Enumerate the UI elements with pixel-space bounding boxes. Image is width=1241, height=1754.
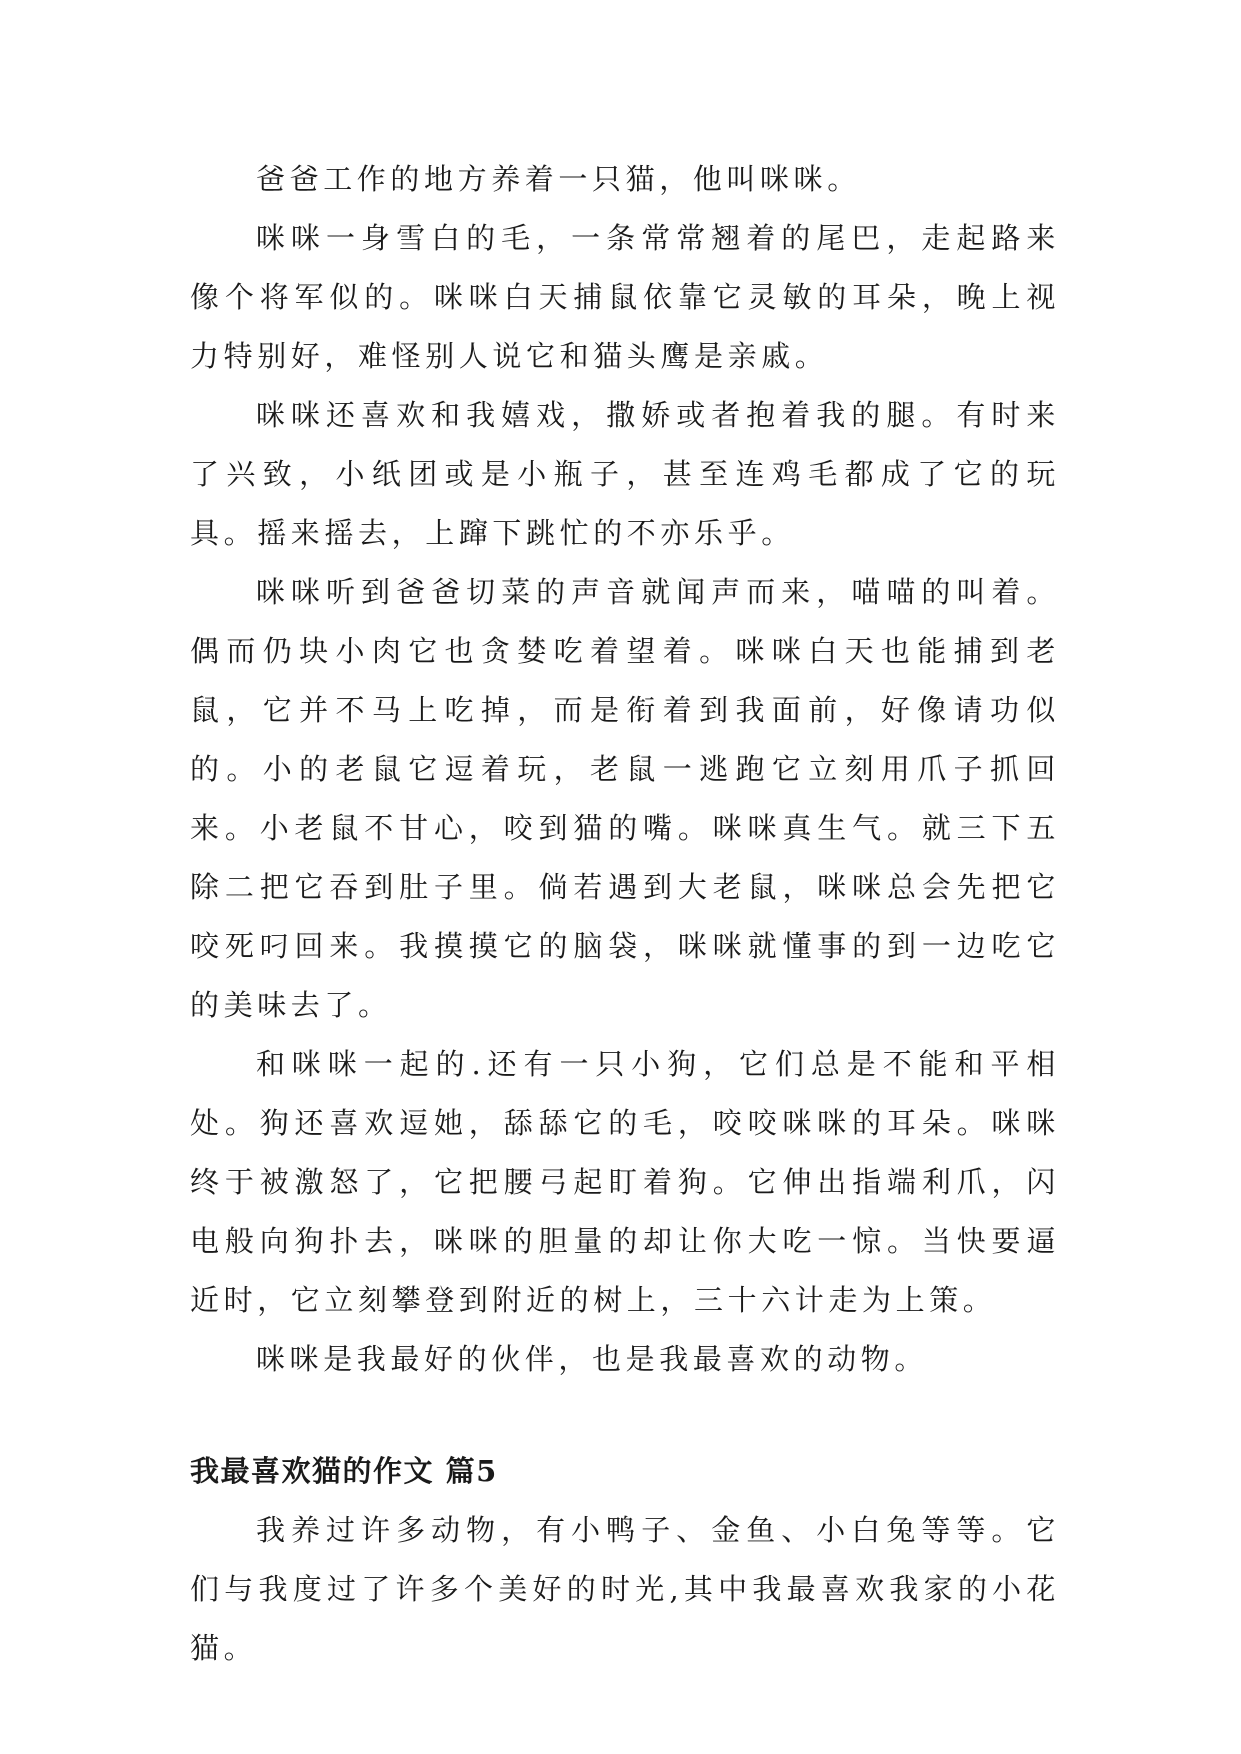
paragraph: 和咪咪一起的.还有一只小狗，它们总是不能和平相处。狗还喜欢逗她，舔舔它的毛，咬咬咪咪的耳朵。咪咪终于被激怒了，它把腰弓起盯着狗。它伸出指端利爪，闪电般向狗扑去，咪咪的胆量的却让你大吃一惊。当快要逼近时，它立刻攀登到附近的树上，三十六计走为上策。 [190, 1047, 1060, 1317]
section-heading: 我最喜欢猫的作文 篇5 [190, 1454, 498, 1488]
paragraph: 咪咪一身雪白的毛，一条常常翘着的尾巴，走起路来像个将军似的。咪咪白天捕鼠依靠它灵敏的耳朵，晚上视力特别好，难怪别人说它和猫头鹰是亲戚。 [190, 221, 1060, 373]
paragraph: 咪咪是我最好的伙伴，也是我最喜欢的动物。 [256, 1342, 929, 1376]
paragraph: 咪咪还喜欢和我嬉戏，撒娇或者抱着我的腿。有时来了兴致，小纸团或是小瓶子，甚至连鸡毛都成了它的玩具。摇来摇去，上蹿下跳忙的不亦乐乎。 [190, 398, 1060, 550]
document-page [190, 150, 1060, 1678]
paragraph: 爸爸工作的地方养着一只猫，他叫咪咪。 [256, 162, 861, 196]
paragraph: 咪咪听到爸爸切菜的声音就闻声而来，喵喵的叫着。偶而仍块小肉它也贪婪吃着望着。咪咪白天也能捕到老鼠，它并不马上吃掉，而是衔着到我面前，好像请功似的。小的老鼠它逗着玩，老鼠一逃跑它立刻用爪子抓回来。小老鼠不甘心，咬到猫的嘴。咪咪真生气。就三下五除二把它吞到肚子里。倘若遇到大老鼠，咪咪总会先把它咬死叼回来。我摸摸它的脑袋，咪咪就懂事的到一边吃它的美味去了。 [190, 575, 1060, 1022]
section-spacer [190, 1389, 1060, 1442]
paragraph: 我养过许多动物，有小鸭子、金鱼、小白兔等等。它们与我度过了许多个美好的时光,其中我最喜欢我家的小花猫。 [190, 1513, 1060, 1665]
